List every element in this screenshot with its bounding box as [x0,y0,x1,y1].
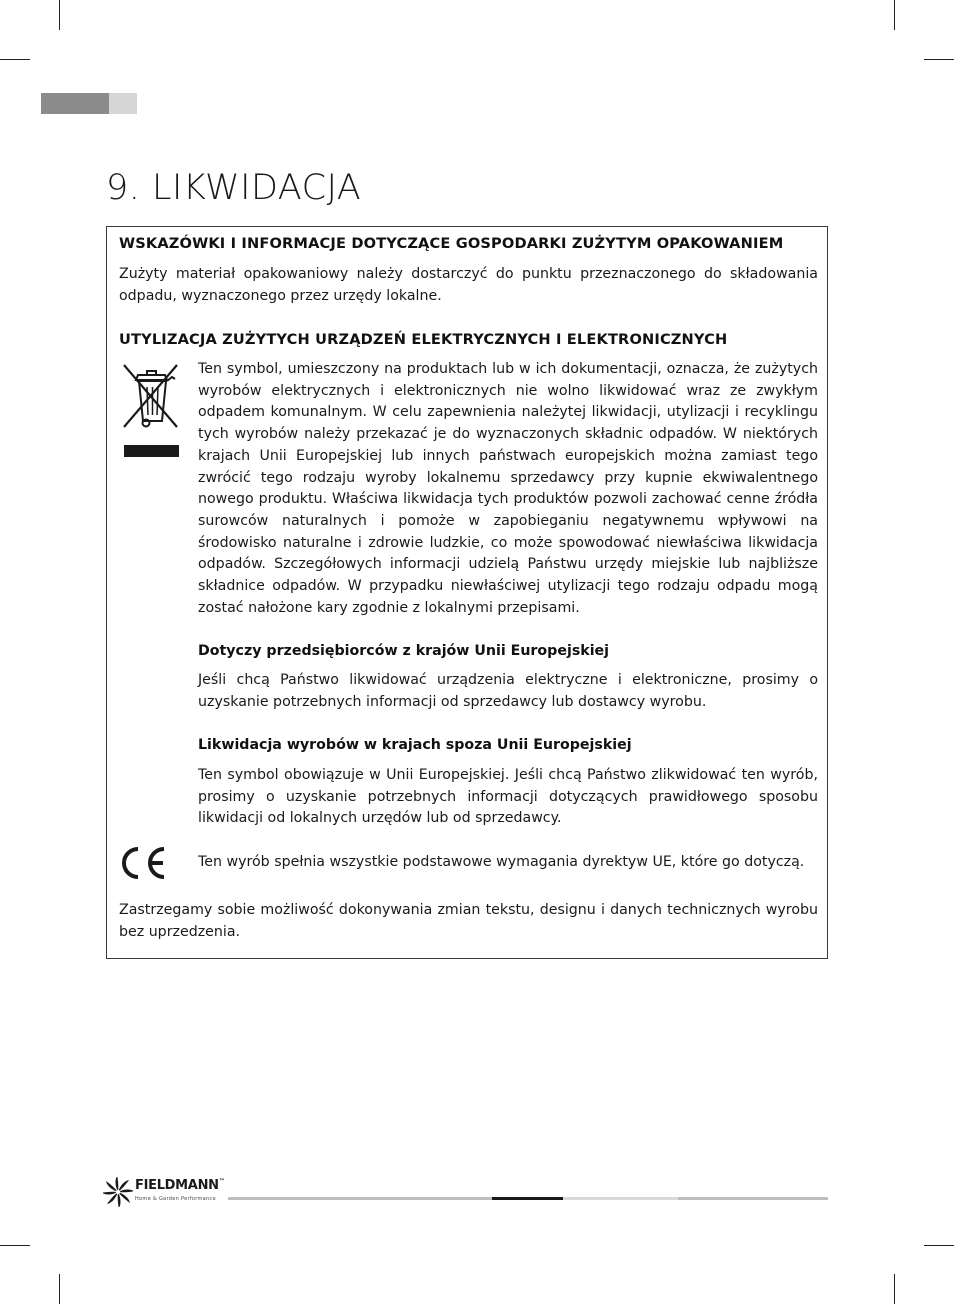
ce-mark-icon [118,846,170,880]
crop-mark [0,1245,30,1246]
crop-mark [59,0,60,30]
eu-business-heading: Dotyczy przedsiębiorców z krajów Unii Europejskiej [198,643,610,659]
crop-mark [894,0,895,30]
brand-logo: FIELDMANN™ [135,1178,225,1193]
fan-blades-logo-icon [103,1177,133,1207]
weee-heading: UTYLIZACJA ZUŻYTYCH URZĄDZEŃ ELEKTRYCZNYCH I ELEKTRONICZNYCH [119,331,728,348]
footer-bar-right-1 [563,1197,678,1200]
crop-mark [924,1245,954,1246]
weee-text: Ten symbol, umieszczony na produktach lub w ich dokumentacji, oznacza, że zużytych wyrobów elektrycznych i elektronicznych nie wolno likwidować wraz ze zwykłym odpadem komunalnym. W celu zapewnienia należytej likwidacji, utylizacji i recyklingu tych wyrobów należy przekazać je do wyznaczonych składnic odpadów. W niektórych krajach Unii Europejskiej lub innych państwach europejskich można zamiast tego zwrócić tego rodzaju wyroby lokalnemu sprzedawcy przy kupnie ekwiwalentnego nowego produktu. Właściwa likwidacja tych produktów pozwoli zachować cenne źródła surowców naturalnych i pomoże w zapobieganiu negatywnemu wpływowi na środowisko naturalne i zdrowie ludzkie, co może spowodować niewłaściwa likwidacja odpadów. Szczegółowych informacji udzielą Państwu urzędy miejskie lub najbliższe składnice odpadów. W przypadku niewłaściwej utylizacji tego rodzaju odpadu mogą zostać nałożone kary zgodnie z lokalnymi przepisami. [198,361,818,616]
packaging-heading: WSKAZÓWKI I INFORMACJE DOTYCZĄCE GOSPODARKI ZUŻYTYM OPAKOWANIEM [119,235,784,252]
crop-mark [59,1274,60,1304]
crop-mark [0,59,30,60]
ce-text: Ten wyrób spełnia wszystkie podstawowe wymagania dyrektyw UE, które go dotyczą. [198,854,805,870]
crop-mark [894,1274,895,1304]
footer-bar-left [228,1197,492,1200]
non-eu-heading: Likwidacja wyrobów w krajach spoza Unii Europejskiej [198,737,632,753]
disclaimer-text: Zastrzegamy sobie możliwość dokonywania zmian tekstu, designu i danych technicznych wyrobu bez uprzedzenia. [119,902,818,940]
non-eu-text: Ten symbol obowiązuje w Unii Europejskiej. Jeśli chcą Państwo zlikwidować ten wyrób, prosimy o uzyskanie potrzebnych informacji dotyczących prawidłowego sposobu likwidacji od lokalnych urzędów lub od sprzedawcy. [198,767,818,827]
footer-bar-center [492,1197,563,1200]
crop-mark [924,59,954,60]
header-tab-light [109,93,137,114]
packaging-text: Zużyty materiał opakowaniowy należy dostarczyć do punktu przeznaczonego do składowania odpadu, wyznaczonego przez urzędy lokalne. [119,266,818,304]
crossed-out-wheelie-bin-icon [117,359,183,461]
eu-business-text: Jeśli chcą Państwo likwidować urządzenia elektryczne i elektroniczne, prosimy o uzyskanie potrzebnych informacji od sprzedawcy lub dostawcy wyrobu. [198,672,818,710]
brand-tagline: Home & Garden Performance [135,1196,216,1202]
header-tab-dark [41,93,109,114]
chapter-title: 9. LIKWIDACJA [106,168,362,208]
footer-bar-right-2 [678,1197,828,1200]
